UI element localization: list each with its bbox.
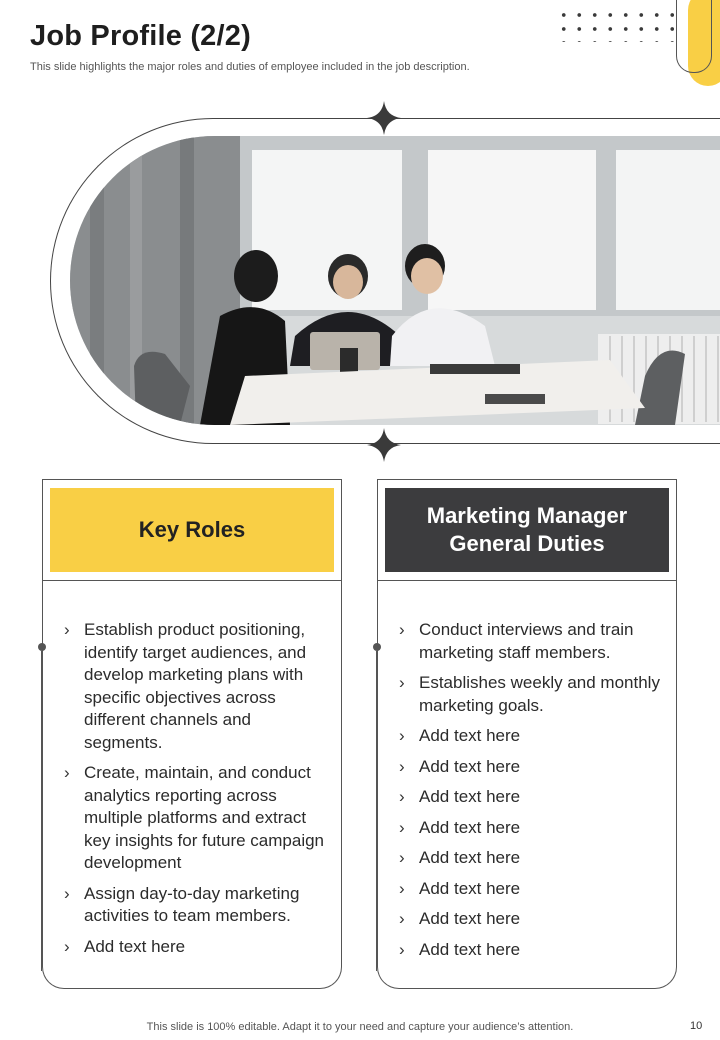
sparkle-star-top-icon — [367, 101, 401, 135]
list-item: › Add text here — [399, 817, 667, 840]
list-item: › Add text here — [399, 756, 667, 779]
right-card-connector-dot — [373, 643, 381, 651]
list-item: › Create, maintain, and conduct analytics reporting across multiple platforms and extract key insights for future campaign development — [64, 762, 326, 875]
list-item: › Add text here — [399, 878, 667, 901]
list-item: › Add text here — [399, 725, 667, 748]
page-number: 10 — [690, 1020, 703, 1032]
general-duties-label: Marketing Manager General Duties — [385, 488, 669, 572]
general-duties-header — [377, 479, 677, 581]
page-subtitle: This slide highlights the major roles and duties of employee included in the job description. — [30, 61, 470, 73]
list-item: › Add text here — [399, 908, 667, 931]
page-title: Job Profile (2/2) — [30, 20, 251, 52]
sparkle-star-bottom-icon — [367, 428, 401, 462]
list-item: › Establishes weekly and monthly marketing goals. — [399, 672, 667, 717]
dot-grid-decoration — [556, 8, 674, 42]
general-duties-list — [399, 619, 667, 969]
left-card-connector-dot — [38, 643, 46, 651]
list-item: › Add text here — [399, 786, 667, 809]
right-card-connector-line — [376, 651, 377, 971]
list-item: › Add text here — [64, 936, 326, 959]
hero-photo — [70, 136, 720, 425]
footer-note: This slide is 100% editable. Adapt it to your need and capture your audience’s attention. — [146, 1021, 574, 1033]
list-item: › Add text here — [399, 939, 667, 962]
key-roles-header — [42, 479, 342, 581]
tab-outline-decoration — [676, 0, 712, 73]
list-item: › Conduct interviews and train marketing staff members. — [399, 619, 667, 664]
list-item: › Assign day-to-day marketing activities to team members. — [64, 883, 326, 928]
list-item: › Establish product positioning, identify target audiences, and develop marketing plans with specific objectives across different channels and segments. — [64, 619, 326, 754]
left-card-connector-line — [41, 651, 42, 971]
key-roles-label: Key Roles — [50, 488, 334, 572]
key-roles-list — [64, 619, 326, 966]
meeting-photo-illustration — [70, 136, 720, 425]
list-item: › Add text here — [399, 847, 667, 870]
